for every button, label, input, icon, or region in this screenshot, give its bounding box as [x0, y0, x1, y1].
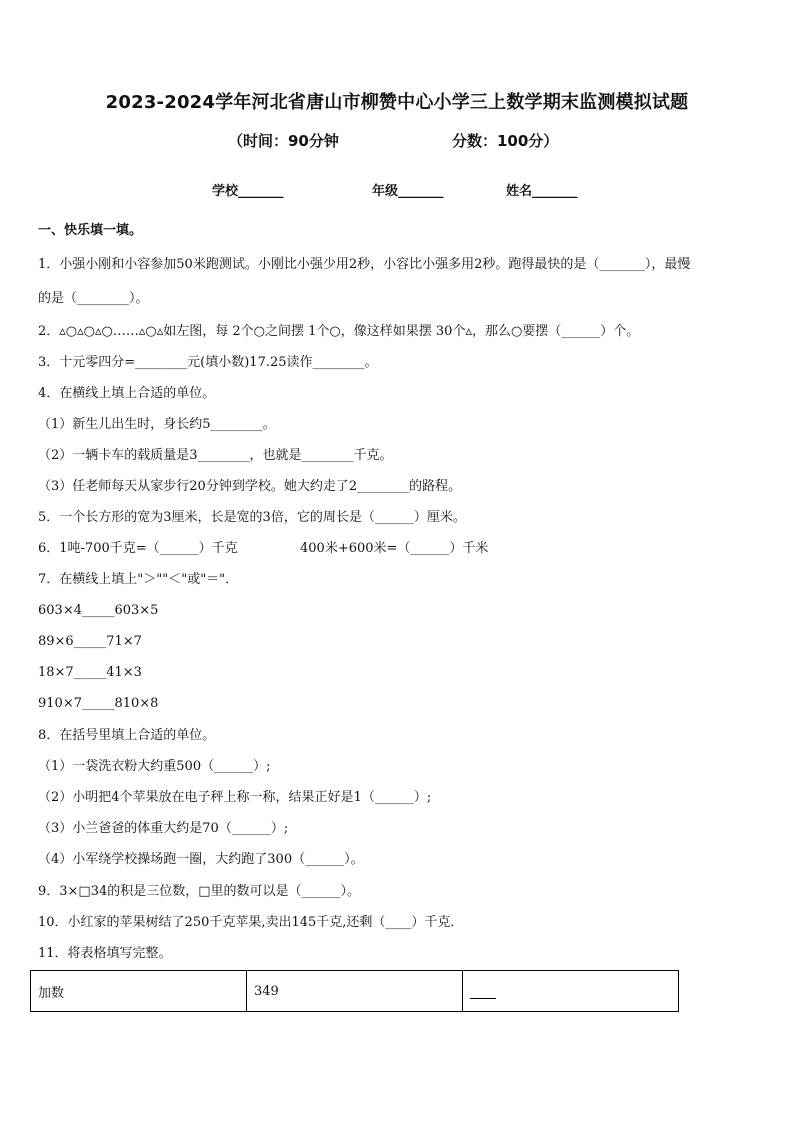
grade-field[interactable]: 年级_______	[372, 184, 444, 199]
question-4: 4．在横线上填上合适的单位。	[38, 386, 216, 401]
blank-underline[interactable]	[470, 984, 496, 999]
question-4-3: （3）任老师每天从家步行20分钟到学校。她大约走了2________的路程。	[38, 479, 462, 494]
question-8-1: （1）一袋洗衣粉大约重500（______）;	[38, 759, 271, 774]
question-8-2: （2）小明把4个苹果放在电子秤上称一称，结果正好是1（______）;	[38, 790, 432, 805]
question-4-2: （2）一辆卡车的载质量是3________，也就是________千克。	[38, 448, 393, 463]
question-3: 3．十元零四分=________元(填小数)17.25读作________。	[38, 355, 378, 370]
question-11: 11．将表格填写完整。	[38, 946, 172, 961]
question-2: 2．▵○▵○▵○……▵○▵如左图，每 2个○之间摆 1个○，像这样如果摆 30个▵，那么○要摆（______）个。	[38, 324, 640, 339]
student-info-row	[0, 180, 794, 200]
question-7: 7．在横线上填上"＞""＜"或"＝"．	[38, 572, 239, 587]
table-row	[31, 971, 679, 1012]
exam-time: （时间：90分钟	[228, 132, 339, 150]
question-8-3: （3）小兰爸爸的体重大约是70（______）;	[38, 821, 289, 836]
school-field[interactable]: 学校_______	[212, 184, 284, 199]
table-cell-value: 349	[247, 971, 463, 1012]
fill-table	[30, 970, 679, 1012]
question-6-b: 400米+600米=（______）千米	[300, 541, 489, 556]
question-7-3: 18×7_____41×3	[38, 665, 142, 680]
section-heading: 一、快乐填一填。	[38, 223, 143, 238]
question-8: 8．在括号里填上合适的单位。	[38, 728, 216, 743]
question-4-1: （1）新生儿出生时，身长约5________。	[38, 417, 276, 432]
table-cell-blank[interactable]	[463, 971, 679, 1012]
question-1-line-1: 1．小强小刚和小容参加50米跑测试。小刚比小强少用2秒，小容比小强多用2秒。跑得最快的是（_______），最慢	[38, 257, 691, 272]
table-cell-label: 加数	[31, 971, 247, 1012]
question-9: 9．3×□34的积是三位数，□里的数可以是（______）。	[38, 884, 361, 899]
question-1-line-2: 的是（________）。	[38, 291, 149, 306]
question-7-1: 603×4_____603×5	[38, 603, 159, 618]
name-field[interactable]: 姓名_______	[506, 184, 578, 199]
question-7-2: 89×6_____71×7	[38, 634, 142, 649]
question-6-a: 6．1吨-700千克=（______）千克	[38, 541, 238, 556]
question-5: 5．一个长方形的宽为3厘米，长是宽的3倍，它的周长是（______）厘米。	[38, 510, 466, 525]
question-10: 10．小红家的苹果树结了250千克苹果,卖出145千克,还剩（____）千克．	[38, 915, 464, 930]
exam-score: 分数：100分）	[452, 132, 559, 150]
exam-title: 2023-2024学年河北省唐山市柳赞中心小学三上数学期末监测模拟试题	[105, 92, 689, 113]
question-8-4: （4）小军绕学校操场跑一圈，大约跑了300（______）。	[38, 852, 364, 867]
exam-subtitle	[0, 130, 794, 150]
question-7-4: 910×7_____810×8	[38, 696, 159, 711]
